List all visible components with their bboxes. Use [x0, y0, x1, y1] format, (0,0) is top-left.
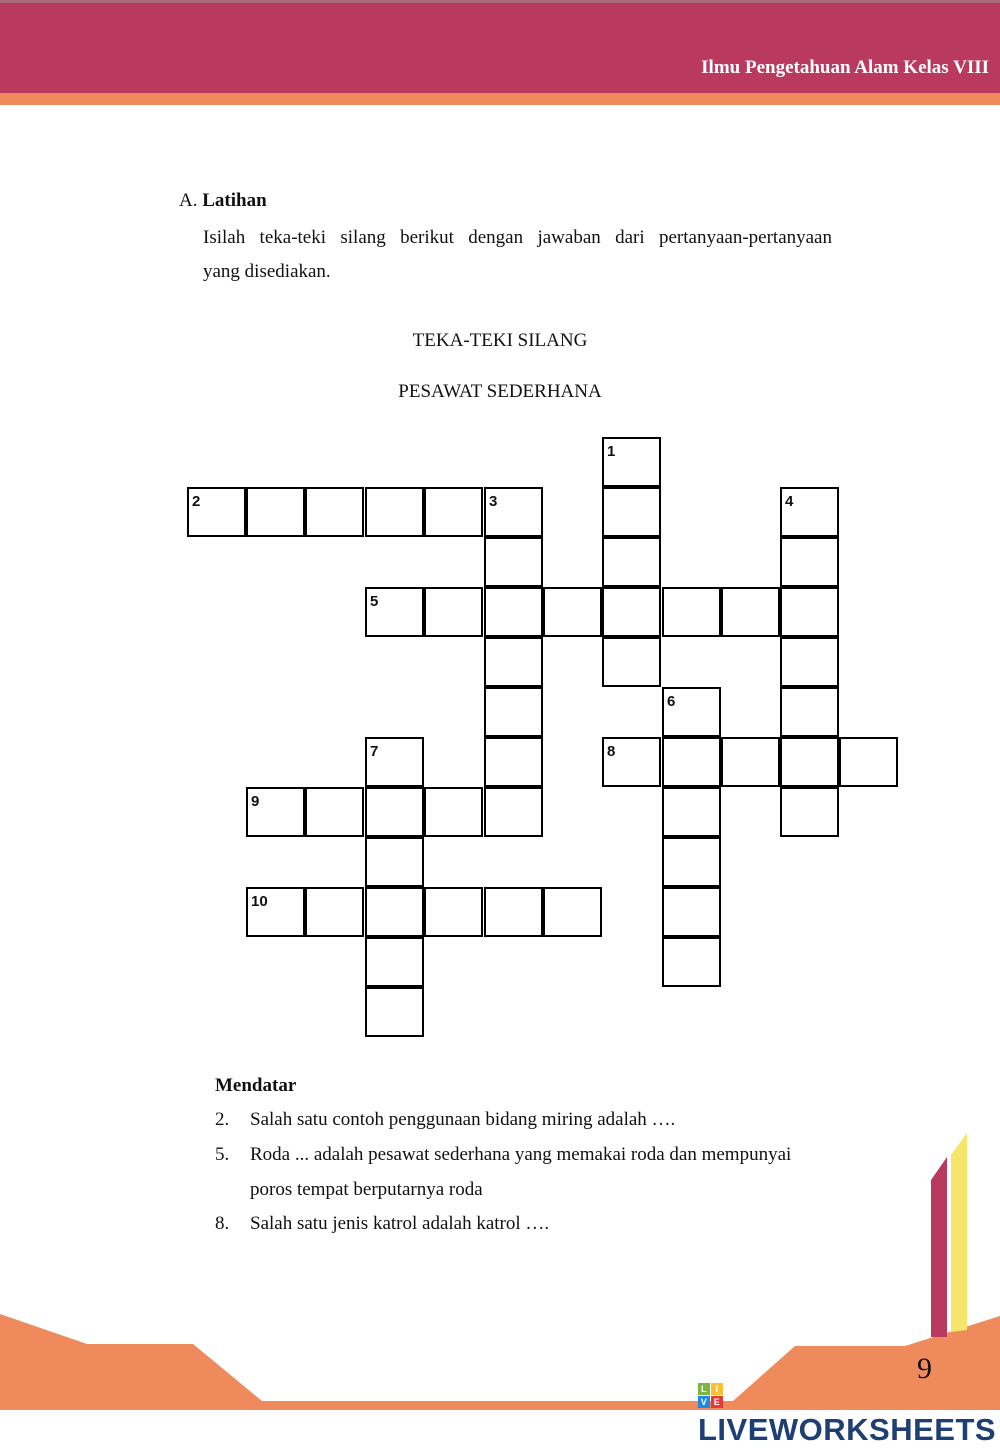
watermark-text: LIVEWORKSHEETS [698, 1412, 997, 1447]
clue-text: Salah satu contoh penggunaan bidang miring adalah …. [250, 1109, 676, 1130]
logo-letter: L [698, 1383, 710, 1395]
clue-number-label: 9 [251, 793, 260, 810]
puzzle-subtitle: PESAWAT SEDERHANA [398, 381, 602, 402]
book-title: Ilmu Pengetahuan Alam Kelas VIII [701, 57, 989, 78]
section-letter: A. [179, 190, 198, 211]
clue-number-label: 3 [489, 493, 498, 510]
clue-number-label: 7 [370, 743, 379, 760]
clue-text: Salah satu jenis katrol adalah katrol …. [250, 1213, 550, 1234]
clue-text: Roda ... adalah pesawat sederhana yang memakai roda dan mempunyai [250, 1144, 792, 1165]
logo-letter: V [698, 1396, 710, 1408]
clues-heading: Mendatar [215, 1075, 297, 1096]
instruction-line-2: yang disediakan. [203, 261, 331, 282]
clue-number-label: 6 [667, 693, 676, 710]
clue-number: 8. [215, 1213, 230, 1234]
clue-number-label: 4 [785, 493, 794, 510]
clue-number: 5. [215, 1144, 230, 1165]
clue-text-continued: poros tempat berputarnya roda [250, 1179, 483, 1200]
liveworksheets-logo-icon [698, 1383, 723, 1408]
page-number: 9 [917, 1352, 932, 1385]
section-title: Latihan [202, 190, 267, 211]
clue-number: 2. [215, 1109, 230, 1130]
logo-letter: E [711, 1396, 723, 1408]
clue-number-label: 2 [192, 493, 201, 510]
clue-number-label: 10 [251, 893, 268, 910]
instruction-line-1: Isilah teka-teki silang berikut dengan jawaban dari pertanyaan-pertanyaan [203, 227, 832, 248]
puzzle-title: TEKA-TEKI SILANG [412, 330, 588, 351]
liveworksheets-watermark [698, 1376, 1000, 1448]
clue-number-label: 5 [370, 593, 379, 610]
logo-letter: I [711, 1383, 723, 1395]
clue-number-label: 8 [607, 743, 616, 760]
clue-number-label: 1 [607, 443, 616, 460]
